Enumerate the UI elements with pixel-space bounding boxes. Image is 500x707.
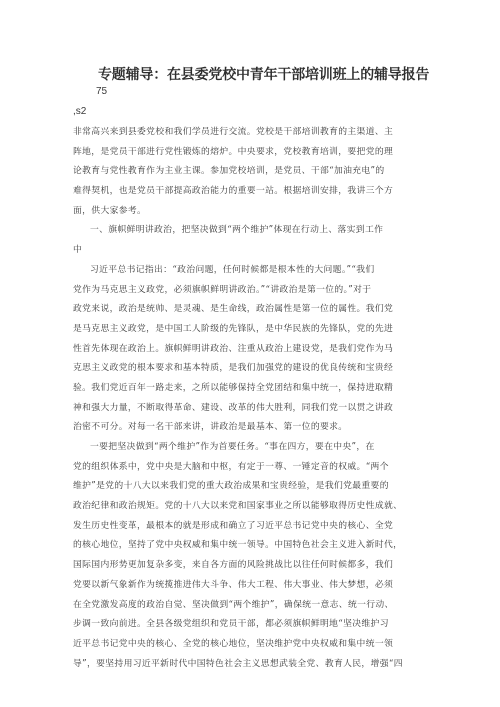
body-text-line: 政党来说，政治是统帅、是灵魂、是生命线，政治属性是第一位的属性。我们党 [73,304,394,315]
body-text-line: 克思主义政党的根本要求和基本特质，是我们加强党的建设的优良传统和宝贵经 [73,363,394,374]
body-text-line: 党作为马克思主义政党，必须旗帜鲜明讲政治。”“讲政治是第一位的。”对于 [73,284,372,295]
body-text-line: 中 [73,245,83,256]
document-meta-number: 75 [96,86,108,97]
body-text-line: 维护”是党的十八大以来我们党的重大政治成果和宝贵经验，是我们党最重要的 [73,481,389,492]
body-text-line: 导”，要坚持用习近平新时代中国特色社会主义思想武装全党、教育人民，增强“四 [73,658,403,669]
body-text-line: 国际国内形势更加复杂多变，来自各方面的风险挑战比以往任何时候都多，我们 [73,560,394,571]
document-meta-code: ,s2 [73,106,87,117]
body-text-line: 面，供大家参考。 [73,205,147,216]
body-text-line: 阵地，是党员干部进行党性锻炼的熔炉。中央要求，党校教育培训，要把党的理 [73,146,394,157]
body-text-line: 是马克思主义政党，是中国工人阶级的先锋队，是中华民族的先锋队，党的先进 [73,323,394,334]
body-text-line: 党要以新气象新作为统揽推进伟大斗争、伟大工程、伟大事业、伟大梦想，必须 [73,579,394,590]
body-text-line: 步调一致向前进。全县各级党组织和党员干部，都必须旗帜鲜明地“坚决维护习 [73,619,389,630]
body-text-line: 习近平总书记指出：“政治问题，任何时候都是根本性的大问题。”“我们 [90,264,375,275]
body-text-line: 发生历史性变革，最根本的就是形成和确立了习近平总书记党中央的核心、全党 [73,520,394,531]
body-text-line: 的核心地位，坚持了党中央权威和集中统一领导。中国特色社会主义进入新时代， [73,540,403,551]
body-text-line: 神和强大力量，不断取得革命、建设、改革的伟大胜利，同我们党一以贯之讲政 [73,402,394,413]
body-text-line: 验。我们党近百年一路走来，之所以能够保持全党团结和集中统一，保持进取精 [73,382,394,393]
body-text-line: 政治纪律和政治规矩。党的十八大以来党和国家事业之所以能够取得历史性成就、 [73,501,403,512]
body-text-line: 非常高兴来到县委党校和我们学员进行交流。党校是干部培训教育的主渠道、主 [73,127,394,137]
document-title: 专题辅导：在县委党校中青年干部培训班上的辅导报告 [98,67,430,83]
body-text-line: 近平总书记党中央的核心、全党的核心地位，坚决维护党中央权威和集中统一领 [73,638,394,649]
body-text-line: 一要把坚决做到“两个维护”作为首要任务。“事在四方，要在中央”，在 [90,442,375,452]
body-text-line: 难得契机，也是党员干部提高政治能力的重要一站。根据培训安排，我讲三个方 [73,186,394,197]
body-text-line: 党的组织体系中，党中央是大脑和中枢，有定于一尊、一锤定音的权威。“两个 [73,461,389,472]
body-text-line: 治密不可分。对每一名干部来讲，讲政治是最基本、第一位的要求。 [73,422,348,433]
body-text-line: 性首先体现在政治上。旗帜鲜明讲政治、注重从政治上建设党，是我们党作为马 [73,343,394,354]
body-text-line: 一、旗帜鲜明讲政治，把坚决做到“两个维护”体现在行动上、落实到工作 [90,225,384,236]
body-text-line: 论教育与党性教育作为主业主课。参加党校培训，是党员、干部“加油充电”的 [73,166,385,177]
document-body [73,123,433,674]
body-text-line: 在全党激发高度的政治自觉、坚决做到“两个维护”，确保统一意志、统一行动、 [73,599,394,610]
